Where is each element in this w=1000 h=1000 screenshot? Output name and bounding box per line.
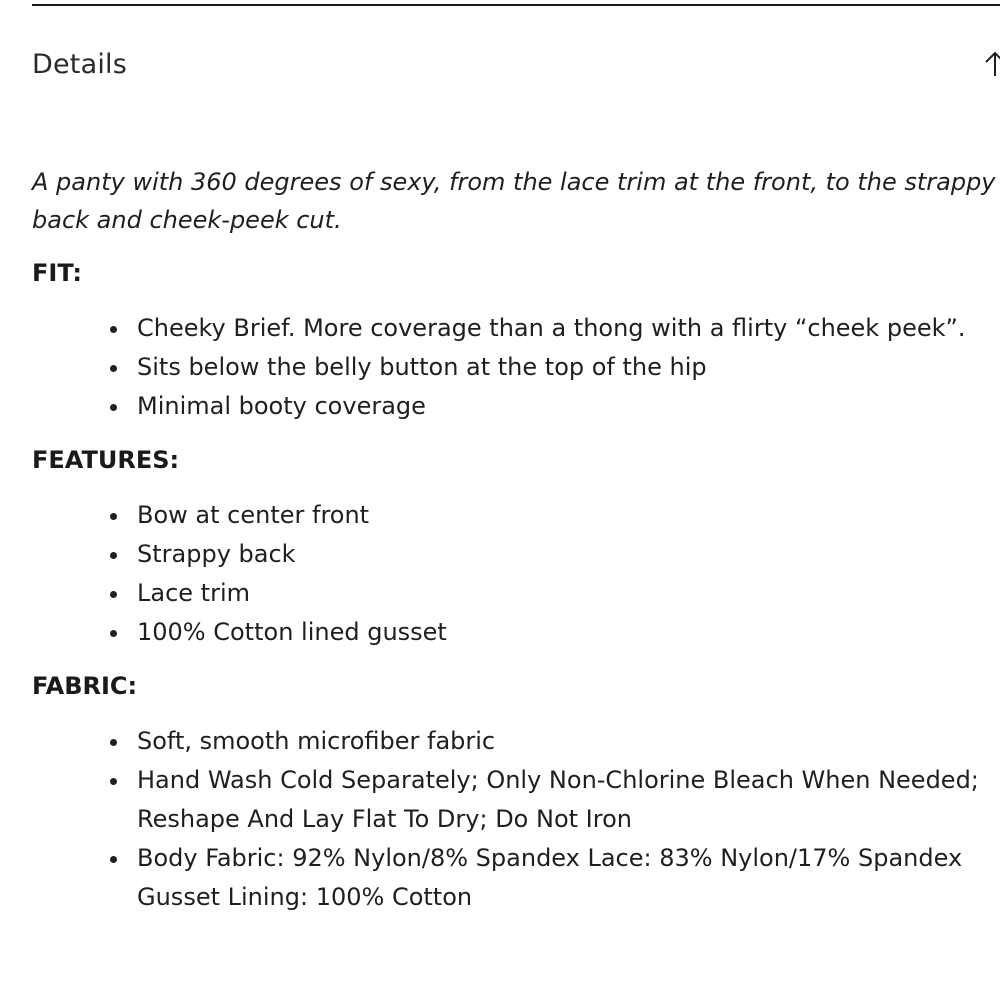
bullet-icon (110, 365, 117, 372)
arrow-up-icon[interactable] (984, 50, 1000, 78)
fabric-heading: FABRIC: (32, 672, 138, 700)
accordion-title: Details (32, 48, 128, 80)
details-content (32, 163, 1000, 917)
list-item-text: Hand Wash Cold Separately; Only Non-Chlorine Bleach When Needed; Reshape And Lay Flat To Dry; Do Not Iron (137, 766, 979, 833)
list-item (108, 496, 1000, 535)
bullet-icon (110, 856, 117, 863)
details-accordion-header[interactable] (32, 40, 1000, 88)
list-item (108, 574, 1000, 613)
bullet-icon (110, 513, 117, 520)
list-item-text: Strappy back (137, 540, 296, 568)
bullet-icon (110, 404, 117, 411)
list-item-text: Soft, smooth microfiber fabric (137, 727, 496, 755)
list-item (108, 761, 1000, 839)
bullet-icon (110, 326, 117, 333)
section-divider (32, 4, 1000, 6)
list-item-text: 100% Cotton lined gusset (137, 618, 447, 646)
features-heading: FEATURES: (32, 446, 180, 474)
list-item (108, 722, 1000, 761)
list-item (108, 613, 1000, 652)
bullet-icon (110, 739, 117, 746)
list-item (108, 348, 1000, 387)
fit-list (32, 309, 1000, 426)
product-description: A panty with 360 degrees of sexy, from the lace trim at the front, to the strappy back and cheek-peek cut. (32, 168, 996, 234)
list-item-text: Bow at center front (137, 501, 370, 529)
list-item (108, 387, 1000, 426)
list-item-text: Cheeky Brief. More coverage than a thong with a flirty “cheek peek”. (137, 314, 966, 342)
bullet-icon (110, 778, 117, 785)
list-item-text: Sits below the belly button at the top of the hip (137, 353, 707, 381)
list-item (108, 839, 1000, 917)
list-item-text: Lace trim (137, 579, 250, 607)
list-item (108, 535, 1000, 574)
list-item (108, 309, 1000, 348)
fabric-list (32, 722, 1000, 917)
bullet-icon (110, 630, 117, 637)
list-item-text: Body Fabric: 92% Nylon/8% Spandex Lace: 83% Nylon/17% Spandex Gusset Lining: 100% Cotton (137, 844, 963, 911)
bullet-icon (110, 552, 117, 559)
list-item-text: Minimal booty coverage (137, 392, 426, 420)
bullet-icon (110, 591, 117, 598)
features-list (32, 496, 1000, 652)
fit-heading: FIT: (32, 259, 82, 287)
